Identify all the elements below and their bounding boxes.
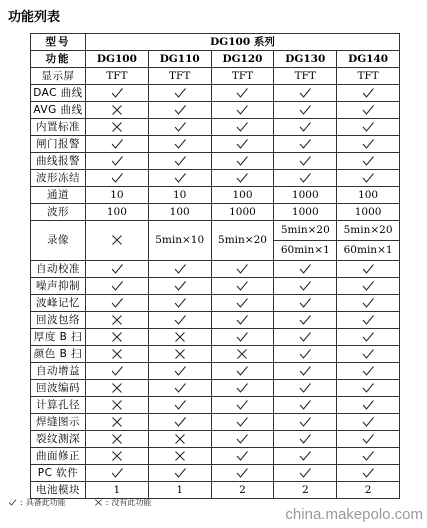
cell-mark xyxy=(337,85,400,102)
cross-icon xyxy=(110,348,124,360)
check-icon xyxy=(235,263,249,275)
cell-mark xyxy=(211,278,274,295)
check-icon xyxy=(235,172,249,184)
cell-mark xyxy=(86,448,149,465)
feature-name: PC 软件 xyxy=(31,465,86,482)
header-row-models xyxy=(31,51,400,68)
cell-value: 1000 xyxy=(274,204,337,221)
table-row xyxy=(31,85,400,102)
cell-value: 100 xyxy=(337,187,400,204)
check-icon xyxy=(361,104,375,116)
legend-no-label: 没有此功能 xyxy=(111,498,152,507)
feature-table xyxy=(30,33,400,499)
cell-mark xyxy=(86,329,149,346)
check-icon xyxy=(361,416,375,428)
cell-mark xyxy=(86,170,149,187)
cell-mark xyxy=(211,380,274,397)
table-row xyxy=(31,346,400,363)
cross-icon xyxy=(110,416,124,428)
feature-name: 颜色 B 扫 xyxy=(31,346,86,363)
check-icon xyxy=(173,314,187,326)
check-icon xyxy=(361,382,375,394)
cell-mark xyxy=(274,329,337,346)
cell-mark xyxy=(148,119,211,136)
table-row xyxy=(31,187,400,204)
check-icon xyxy=(110,365,124,377)
cell-value: TFT xyxy=(211,68,274,85)
cell-mark xyxy=(211,119,274,136)
function-label: 功能 xyxy=(31,51,86,68)
check-icon xyxy=(361,365,375,377)
cell-mark xyxy=(337,119,400,136)
cell-mark xyxy=(148,363,211,380)
cross-icon xyxy=(110,314,124,326)
cell-value: 100 xyxy=(86,204,149,221)
cell-value: 100 xyxy=(148,204,211,221)
check-icon xyxy=(298,382,312,394)
cell-mark xyxy=(148,448,211,465)
check-icon xyxy=(361,348,375,360)
cross-icon xyxy=(110,121,124,133)
check-icon xyxy=(173,172,187,184)
check-icon xyxy=(235,138,249,150)
check-icon xyxy=(173,87,187,99)
cell-mark xyxy=(337,414,400,431)
check-icon xyxy=(298,399,312,411)
table-row xyxy=(31,482,400,499)
check-icon xyxy=(361,467,375,479)
cell-mark xyxy=(274,414,337,431)
legend xyxy=(8,497,151,508)
cell-value: 5min×10 xyxy=(148,221,211,261)
table-row xyxy=(31,329,400,346)
check-icon xyxy=(235,155,249,167)
check-icon xyxy=(110,155,124,167)
check-icon xyxy=(298,433,312,445)
cell-mark xyxy=(337,295,400,312)
check-icon xyxy=(361,433,375,445)
cell-mark xyxy=(86,465,149,482)
cross-icon xyxy=(173,331,187,343)
table-row xyxy=(31,431,400,448)
table-row xyxy=(31,380,400,397)
table-row xyxy=(31,448,400,465)
check-icon xyxy=(173,467,187,479)
cross-icon xyxy=(94,498,103,507)
cell-mark xyxy=(86,102,149,119)
cell-mark xyxy=(274,380,337,397)
check-icon xyxy=(298,450,312,462)
cell-mark xyxy=(86,397,149,414)
table-row xyxy=(31,414,400,431)
table-row xyxy=(31,136,400,153)
check-icon xyxy=(361,172,375,184)
cell-value: 2 xyxy=(337,482,400,499)
cell-mark xyxy=(274,312,337,329)
cell-mark xyxy=(337,153,400,170)
check-icon xyxy=(235,467,249,479)
feature-name: 通道 xyxy=(31,187,86,204)
cell-mark xyxy=(148,414,211,431)
cell-value: 1000 xyxy=(337,204,400,221)
model-label: 型号 xyxy=(31,34,86,51)
check-icon xyxy=(110,467,124,479)
cell-value-line: 5min×20 xyxy=(280,224,330,236)
check-icon xyxy=(361,450,375,462)
cell-mark xyxy=(148,397,211,414)
table-row xyxy=(31,278,400,295)
cell-value: 2 xyxy=(274,482,337,499)
cell-mark xyxy=(337,380,400,397)
cell-mark xyxy=(86,85,149,102)
check-icon xyxy=(235,399,249,411)
cell-mark xyxy=(211,329,274,346)
cell-value: TFT xyxy=(86,68,149,85)
cell-mark xyxy=(274,448,337,465)
check-icon xyxy=(235,416,249,428)
cell-mark xyxy=(274,363,337,380)
cell-mark xyxy=(148,295,211,312)
feature-name: 曲线报警 xyxy=(31,153,86,170)
model-header: DG140 xyxy=(337,51,400,68)
cell-value: 10 xyxy=(86,187,149,204)
cell-mark xyxy=(211,363,274,380)
check-icon xyxy=(361,87,375,99)
cell-value: 2 xyxy=(211,482,274,499)
cell-value: 1000 xyxy=(274,187,337,204)
cell-mark xyxy=(274,346,337,363)
cell-value: TFT xyxy=(274,68,337,85)
feature-name: 厚度 B 扫 xyxy=(31,329,86,346)
check-icon xyxy=(110,280,124,292)
feature-name: 曲面修正 xyxy=(31,448,86,465)
check-icon xyxy=(235,87,249,99)
cell-mark xyxy=(211,431,274,448)
cross-icon xyxy=(110,399,124,411)
legend-no-text: : xyxy=(105,498,109,507)
cell-mark xyxy=(337,448,400,465)
cell-mark xyxy=(86,431,149,448)
feature-name: 波形冻结 xyxy=(31,170,86,187)
cell-mark xyxy=(148,153,211,170)
cell-mark xyxy=(337,346,400,363)
cell-value xyxy=(337,221,400,261)
check-icon xyxy=(173,365,187,377)
feature-name: 焊缝图示 xyxy=(31,414,86,431)
cross-icon xyxy=(173,450,187,462)
table-row xyxy=(31,204,400,221)
cell-mark xyxy=(274,119,337,136)
check-icon xyxy=(235,280,249,292)
check-icon xyxy=(173,104,187,116)
check-icon xyxy=(298,87,312,99)
check-icon xyxy=(298,467,312,479)
check-icon xyxy=(173,121,187,133)
cross-icon xyxy=(235,348,249,360)
cell-mark xyxy=(148,329,211,346)
check-icon xyxy=(298,348,312,360)
cell-mark xyxy=(274,85,337,102)
cross-icon xyxy=(173,348,187,360)
cell-mark xyxy=(148,312,211,329)
cell-mark xyxy=(86,261,149,278)
check-icon xyxy=(361,263,375,275)
cell-mark xyxy=(148,465,211,482)
model-header: DG100 xyxy=(86,51,149,68)
cell-mark xyxy=(86,346,149,363)
check-icon xyxy=(110,297,124,309)
cell-mark xyxy=(337,136,400,153)
check-icon xyxy=(235,365,249,377)
cross-icon xyxy=(110,104,124,116)
check-icon xyxy=(173,280,187,292)
check-icon xyxy=(361,155,375,167)
check-icon xyxy=(235,314,249,326)
cell-mark xyxy=(211,170,274,187)
check-icon xyxy=(173,155,187,167)
check-icon xyxy=(235,450,249,462)
feature-name: 计算孔径 xyxy=(31,397,86,414)
feature-name: DAC 曲线 xyxy=(31,85,86,102)
table-row xyxy=(31,119,400,136)
cell-mark xyxy=(211,136,274,153)
cell-mark xyxy=(274,261,337,278)
series-label: DG100 系列 xyxy=(86,34,400,51)
table-row xyxy=(31,312,400,329)
check-icon xyxy=(298,121,312,133)
cell-value: TFT xyxy=(337,68,400,85)
cell-mark xyxy=(86,295,149,312)
cell-mark xyxy=(274,397,337,414)
check-icon xyxy=(298,331,312,343)
check-icon xyxy=(298,138,312,150)
cell-mark xyxy=(148,278,211,295)
cell-mark xyxy=(211,346,274,363)
cell-mark xyxy=(211,397,274,414)
feature-name: 自动增益 xyxy=(31,363,86,380)
check-icon xyxy=(235,331,249,343)
check-icon xyxy=(361,280,375,292)
cell-value: 1 xyxy=(148,482,211,499)
cell-mark xyxy=(211,102,274,119)
check-icon xyxy=(298,263,312,275)
cross-icon xyxy=(110,450,124,462)
page-title: 功能列表 xyxy=(8,10,61,25)
cell-mark xyxy=(211,448,274,465)
table-row xyxy=(31,102,400,119)
cell-mark xyxy=(148,261,211,278)
feature-name: 裂纹测深 xyxy=(31,431,86,448)
cell-value-line: 60min×1 xyxy=(274,240,336,260)
cell-value: 1 xyxy=(86,482,149,499)
check-icon xyxy=(361,331,375,343)
cell-mark xyxy=(337,397,400,414)
check-icon xyxy=(361,297,375,309)
feature-name: 回波包络 xyxy=(31,312,86,329)
cell-value: TFT xyxy=(148,68,211,85)
cell-mark xyxy=(337,102,400,119)
cell-mark xyxy=(337,278,400,295)
feature-name: 噪声抑制 xyxy=(31,278,86,295)
cell-mark xyxy=(274,295,337,312)
cell-mark xyxy=(86,136,149,153)
cell-mark xyxy=(337,363,400,380)
check-icon xyxy=(173,416,187,428)
cell-mark xyxy=(274,465,337,482)
cell-mark xyxy=(211,312,274,329)
check-icon xyxy=(298,314,312,326)
table-row xyxy=(31,261,400,278)
cell-mark xyxy=(148,380,211,397)
check-icon xyxy=(361,138,375,150)
cell-mark xyxy=(337,465,400,482)
model-header: DG120 xyxy=(211,51,274,68)
check-icon xyxy=(361,399,375,411)
check-icon xyxy=(110,263,124,275)
cell-mark xyxy=(86,312,149,329)
check-icon xyxy=(298,416,312,428)
cell-mark xyxy=(86,119,149,136)
cell-mark xyxy=(148,346,211,363)
cross-icon xyxy=(173,433,187,445)
check-icon xyxy=(298,297,312,309)
cell-mark xyxy=(211,414,274,431)
cell-value-line: 60min×1 xyxy=(337,240,399,260)
check-icon xyxy=(173,263,187,275)
feature-name: 电池模块 xyxy=(31,482,86,499)
cell-mark xyxy=(211,153,274,170)
cross-icon xyxy=(110,331,124,343)
check-icon xyxy=(235,121,249,133)
legend-yes-label: 具备此功能 xyxy=(25,498,66,507)
cell-mark xyxy=(274,278,337,295)
check-icon xyxy=(235,297,249,309)
watermark: china.makepolo.com xyxy=(285,506,423,523)
cell-mark xyxy=(337,431,400,448)
cell-mark xyxy=(148,85,211,102)
cross-icon xyxy=(110,382,124,394)
cell-mark xyxy=(274,136,337,153)
header-row-series xyxy=(31,34,400,51)
cell-mark xyxy=(148,170,211,187)
cell-mark xyxy=(274,170,337,187)
check-icon xyxy=(298,172,312,184)
feature-name: 自动校准 xyxy=(31,261,86,278)
table-row xyxy=(31,295,400,312)
model-header: DG110 xyxy=(148,51,211,68)
check-icon xyxy=(361,121,375,133)
cell-mark xyxy=(148,102,211,119)
check-icon xyxy=(298,280,312,292)
cell-mark xyxy=(86,363,149,380)
cell-mark xyxy=(86,153,149,170)
cross-icon xyxy=(110,234,124,246)
check-icon xyxy=(110,87,124,99)
check-icon xyxy=(173,382,187,394)
table-row xyxy=(31,465,400,482)
cell-mark xyxy=(211,465,274,482)
cell-mark xyxy=(337,329,400,346)
table-row xyxy=(31,363,400,380)
check-icon xyxy=(235,104,249,116)
cell-value: 100 xyxy=(211,187,274,204)
table-row xyxy=(31,397,400,414)
table-row xyxy=(31,170,400,187)
legend-yes-text: : xyxy=(20,498,23,507)
cell-mark xyxy=(211,85,274,102)
check-icon xyxy=(298,104,312,116)
cell-mark xyxy=(337,261,400,278)
check-icon xyxy=(298,365,312,377)
check-icon xyxy=(8,498,17,507)
feature-name: 回波编码 xyxy=(31,380,86,397)
cross-icon xyxy=(110,433,124,445)
table-row xyxy=(31,153,400,170)
check-icon xyxy=(361,314,375,326)
cell-mark xyxy=(86,380,149,397)
cell-mark xyxy=(337,312,400,329)
check-icon xyxy=(173,297,187,309)
feature-name: AVG 曲线 xyxy=(31,102,86,119)
cell-value: 5min×20 xyxy=(211,221,274,261)
cell-mark xyxy=(86,221,149,261)
feature-name: 显示屏 xyxy=(31,68,86,85)
cell-value xyxy=(274,221,337,261)
cell-mark xyxy=(274,153,337,170)
cell-mark xyxy=(211,261,274,278)
cell-mark xyxy=(274,102,337,119)
check-icon xyxy=(110,172,124,184)
model-header: DG130 xyxy=(274,51,337,68)
cell-mark xyxy=(148,431,211,448)
cell-mark xyxy=(211,295,274,312)
feature-name: 波峰记忆 xyxy=(31,295,86,312)
check-icon xyxy=(235,433,249,445)
check-icon xyxy=(298,155,312,167)
check-icon xyxy=(173,399,187,411)
feature-name: 闸门报警 xyxy=(31,136,86,153)
feature-name: 波形 xyxy=(31,204,86,221)
feature-name: 录像 xyxy=(31,221,86,261)
table-row xyxy=(31,221,400,261)
cell-mark xyxy=(148,136,211,153)
check-icon xyxy=(110,138,124,150)
cell-mark xyxy=(274,431,337,448)
cell-value: 10 xyxy=(148,187,211,204)
cell-mark xyxy=(86,278,149,295)
feature-name: 内置标准 xyxy=(31,119,86,136)
cell-value: 1000 xyxy=(211,204,274,221)
cell-mark xyxy=(337,170,400,187)
cell-mark xyxy=(86,414,149,431)
check-icon xyxy=(235,382,249,394)
cell-value-line: 5min×20 xyxy=(343,224,393,236)
table-row xyxy=(31,68,400,85)
check-icon xyxy=(173,138,187,150)
